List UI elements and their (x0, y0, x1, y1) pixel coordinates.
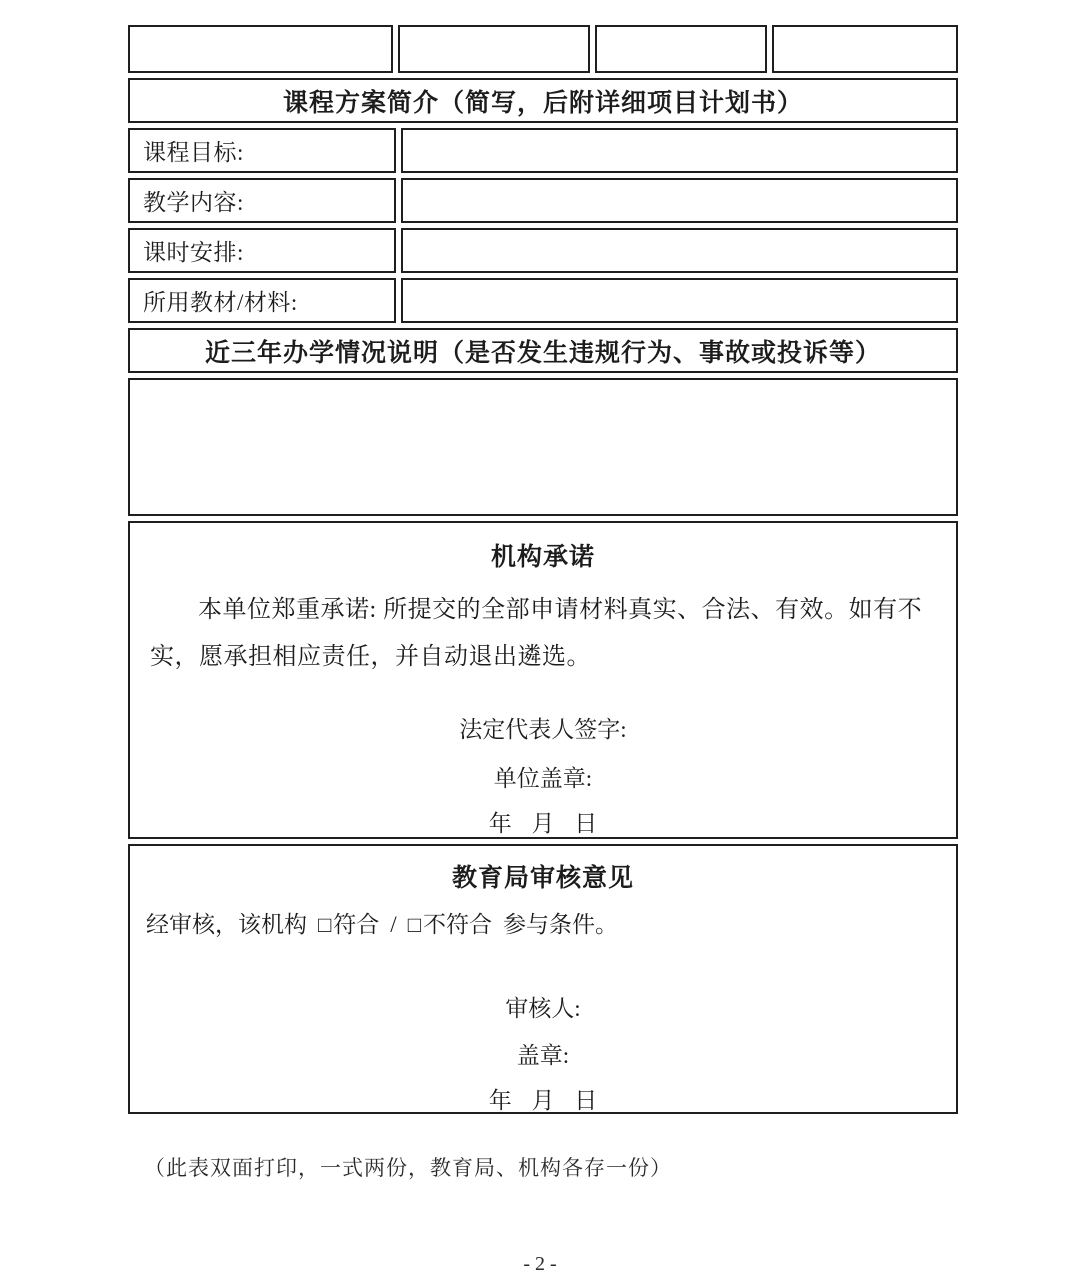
review-statement (146, 910, 942, 940)
unit-seal-label: 单位盖章: (493, 766, 593, 791)
table-row (128, 178, 958, 223)
review-title: 教育局审核意见 (451, 865, 634, 892)
class-schedule-label: 课时安排: (128, 228, 396, 273)
top-row-cell-1 (128, 25, 393, 73)
unqualified-option-label: 不符合 (422, 912, 492, 937)
materials-label: 所用教材/材料: (128, 278, 396, 323)
teaching-content-label: 教学内容: (128, 178, 396, 223)
table-row (128, 78, 958, 123)
option-separator: / (390, 912, 397, 937)
reviewer-label: 审核人: (505, 996, 581, 1021)
table-row (128, 278, 958, 323)
table-row (128, 844, 958, 1114)
qualified-checkbox-icon: □ (318, 912, 332, 937)
materials-value-cell (401, 278, 958, 323)
commitment-body-text: 本单位郑重承诺: 所提交的全部申请材料真实、合法、有效。如有不实，愿承担相应责任，并自动退出遴选。 (150, 597, 923, 670)
review-statement-suffix: 参与条件。 (502, 912, 618, 937)
top-row-cell-2 (398, 25, 590, 73)
table-row (128, 328, 958, 373)
table-row (128, 378, 958, 516)
review-date-label: 年 月 日 (488, 1088, 598, 1113)
qualified-option (318, 910, 379, 940)
commitment-title: 机构承诺 (490, 544, 595, 571)
top-row-cell-4 (772, 25, 958, 73)
table-row (128, 228, 958, 273)
unqualified-option (408, 910, 492, 940)
review-section (128, 844, 958, 1114)
course-goal-label: 课程目标: (128, 128, 396, 173)
table-row (128, 521, 958, 839)
table-row (128, 25, 958, 73)
legal-representative-signature-label: 法定代表人签字: (459, 717, 627, 742)
teaching-content-value-cell (401, 178, 958, 223)
course-plan-section-header: 课程方案简介（简写，后附详细项目计划书） (128, 78, 958, 123)
qualified-option-label: 符合 (333, 912, 380, 937)
class-schedule-value-cell (401, 228, 958, 273)
table-row (128, 128, 958, 173)
operating-record-content-area (128, 378, 958, 516)
review-seal-label: 盖章: (516, 1043, 570, 1068)
commitment-section (128, 521, 958, 839)
operating-record-section-header: 近三年办学情况说明（是否发生违规行为、事故或投诉等） (128, 328, 958, 373)
top-row-cell-3 (595, 25, 767, 73)
unqualified-checkbox-icon: □ (407, 912, 421, 937)
page-number: - 2 - (523, 1253, 557, 1275)
print-instructions-footnote: （此表双面打印，一式两份，教育局、机构各存一份） (144, 1156, 672, 1180)
course-goal-value-cell (401, 128, 958, 173)
application-form-table (128, 25, 958, 1114)
commitment-date-label: 年 月 日 (488, 811, 598, 836)
review-statement-prefix: 经审核，该机构 (146, 912, 307, 937)
